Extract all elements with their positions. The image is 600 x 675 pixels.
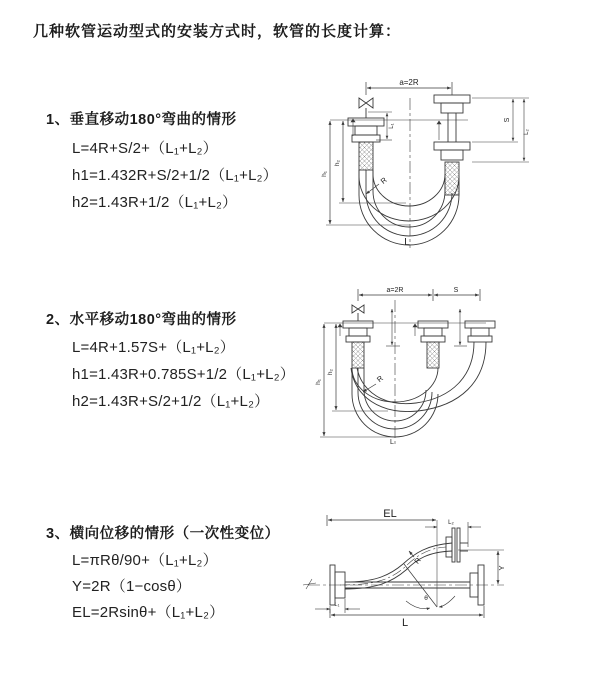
label-l: L [401, 617, 409, 629]
angle-theta-construction [404, 564, 455, 609]
page-title: 几种软管运动型式的安装方式时，软管的长度计算： [33, 23, 402, 40]
label-l1: L₁ [389, 123, 395, 129]
pipe-centerline [303, 579, 504, 589]
right-pipe-assembly [434, 95, 470, 195]
diagram-vertical-180-bend [306, 62, 546, 262]
label-l2: L₂ [524, 129, 530, 135]
elevated-flange [446, 528, 468, 562]
middle-pipe-assembly [413, 321, 448, 368]
fitting-length-dims [386, 309, 467, 346]
left-pipe-assembly [348, 118, 384, 170]
section-3-formula-EL: EL=2Rsinθ+（L₁+L₂） [72, 604, 225, 621]
dimension-a2r-s [358, 289, 480, 301]
moved-hose-curve [351, 342, 486, 412]
moved-pipe-assembly [465, 321, 495, 342]
label-r: R [412, 555, 423, 566]
valve-icon [352, 305, 364, 321]
section-3-heading: 3、横向位移的情形（一次性变位） [46, 526, 280, 542]
label-h1: h₁ [321, 171, 328, 177]
label-h1: h₁ [315, 379, 322, 385]
label-l1: L₁ [334, 602, 340, 608]
section-1-formula-L: L=4R+S/2+（L₁+L₂） [72, 140, 218, 157]
section-1-heading: 1、垂直移动180°弯曲的情形 [46, 112, 237, 128]
section-1-formula-h1: h1=1.432R+S/2+1/2（L₁+L₂） [72, 167, 278, 184]
label-r: R [375, 373, 386, 385]
left-pipe-assembly [338, 321, 373, 368]
dimension-h1-h2 [326, 121, 410, 225]
label-l: L [390, 439, 394, 446]
section-2-heading: 2、水平移动180°弯曲的情形 [46, 312, 237, 328]
radius-leader-line [409, 551, 414, 557]
label-r: R [378, 175, 389, 186]
diagram-3-labels [335, 508, 506, 629]
label-a2r: a=2R [386, 287, 404, 294]
label-s: S [504, 117, 511, 123]
section-3-formula-Y: Y=2R（1−cosθ） [72, 578, 192, 595]
diagram-1-labels [321, 78, 530, 248]
valve-icon [359, 98, 373, 118]
dimension-s-l2 [472, 98, 529, 162]
section-3-formula-L: L=πRθ/90+（L₁+L₂） [72, 552, 218, 569]
label-h2: h₂ [334, 159, 341, 167]
label-l: L [404, 237, 410, 248]
label-theta: θ [424, 595, 428, 602]
section-2-formula-h1: h1=1.43R+0.785S+1/2（L₁+L₂） [72, 366, 295, 383]
section-2-formula-h2: h2=1.43R+S/2+1/2（L₁+L₂） [72, 393, 270, 410]
label-y: Y [497, 565, 506, 571]
section-2-formula-L: L=4R+1.57S+（L₁+L₂） [72, 339, 235, 356]
u-hose-loops [359, 170, 459, 245]
label-h2: h₂ [327, 368, 334, 376]
label-a2r: a=2R [399, 78, 419, 87]
label-el: EL [383, 508, 397, 520]
diagram-lateral-displacement [300, 505, 600, 640]
label-l2: L₂ [448, 520, 454, 526]
section-1-formula-h2: h2=1.43R+1/2（L₁+L₂） [72, 194, 238, 211]
centerline-break-mark [303, 579, 316, 589]
label-s: S [453, 287, 459, 294]
diagram-horizontal-180-bend [304, 284, 509, 459]
